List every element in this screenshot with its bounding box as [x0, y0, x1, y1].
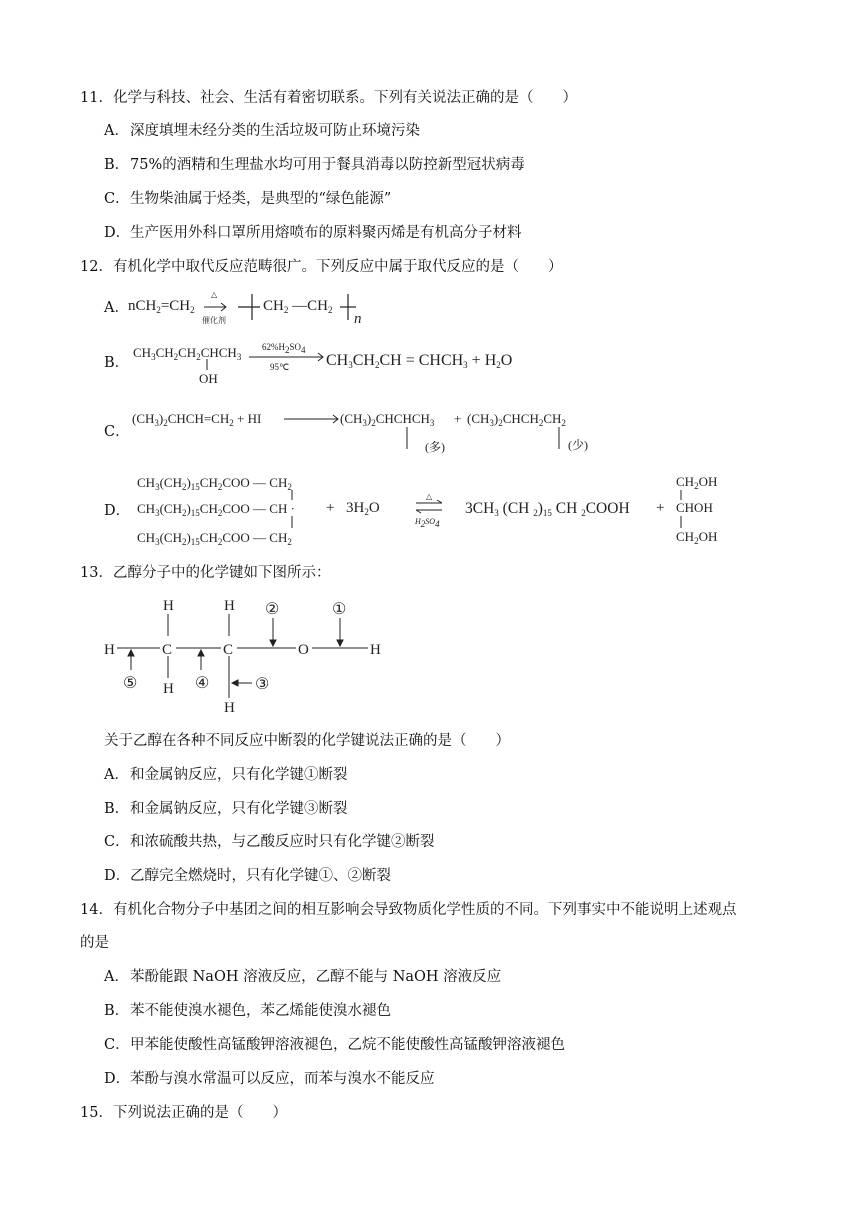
q12d-glycerol-2: CHOH [676, 500, 713, 515]
q12c-less: (少) [568, 438, 588, 452]
bond-2-label: ② [265, 601, 280, 618]
q12b-product: $CH_3CH_2CH$ = $CHCH_3 + H_2O$ [326, 352, 513, 370]
q12c-product-major: $(CH_3)_2CHCHCH_3$ [340, 411, 435, 428]
atom-h-c2-bottom: H [224, 700, 235, 716]
q12d-water: $3H_2O$ [346, 500, 380, 517]
q12c-i-bond-2 [557, 427, 561, 451]
q13-option-d: D．乙醇完全燃烧时，只有化学键①、②断裂 [104, 868, 391, 884]
question-13-stem: 13．乙醇分子中的化学键如下图所示： [80, 565, 331, 581]
atom-h-left: H [104, 642, 115, 658]
q12d-glycerol-3: $CH_2OH$ [676, 529, 718, 546]
q12d-ester-line-1: $CH_3(CH_2)_{15}CH_2COO$ — $CH_2$ [137, 475, 292, 492]
q12b-condition-bottom: 95℃ [270, 362, 290, 372]
bond-1-label: ① [332, 601, 347, 618]
q13-option-c: C．和浓硫酸共热，与乙酸反应时只有化学键②断裂 [104, 834, 435, 850]
atom-c1: C [162, 642, 173, 658]
bond-4-label: ④ [195, 675, 210, 692]
atom-h-right: H [370, 642, 381, 658]
q11-option-a: A．深度填埋未经分类的生活垃圾可防止环境污染 [104, 123, 420, 139]
q12a-product: $CH_2$ $—CH_2$ [263, 298, 333, 315]
q14-option-c: C．甲苯能使酸性高锰酸钾溶液褪色，乙烷不能使酸性高锰酸钾溶液褪色 [104, 1037, 565, 1053]
q14-option-d: D．苯酚与溴水常温可以反应，而苯与溴水不能反应 [104, 1071, 435, 1087]
question-12-stem: 12．有机化学中取代反应范畴很广。下列反应中属于取代反应的是（ ） [80, 259, 563, 275]
q11-option-c: C．生物柴油属于烃类，是典型的“绿色能源” [104, 191, 392, 207]
q12d-plus-2: + [656, 500, 665, 516]
break-arrows [128, 618, 343, 686]
q12d-condition-top: △ [426, 492, 433, 501]
q12d-glycerol-backbone [679, 490, 683, 536]
bond-lines [117, 614, 368, 698]
q12d-acid: $3CH_3$ (CH $_2)_{15}$ CH $_2$COOH [465, 500, 630, 518]
q13-option-a: A．和金属钠反应，只有化学键①断裂 [104, 767, 348, 783]
q12b-condition-top: $62\%H_2SO_4$ [262, 342, 306, 355]
atom-h-c2-top: H [224, 598, 235, 614]
q11-option-b: B．75%的酒精和生理盐水均可用于餐具消毒以防控新型冠状病毒 [104, 157, 525, 173]
q12c-reactant: $(CH_3)_2CHCH=CH_2$ + HI [132, 411, 262, 428]
q13-prompt: 关于乙醇在各种不同反应中断裂的化学键说法正确的是（ ） [104, 733, 510, 749]
q11-option-d: D．生产医用外科口罩所用熔喷布的原料聚丙烯是有机高分子材料 [104, 225, 522, 241]
atom-h-c1-top: H [163, 598, 174, 614]
q12a-condition-top: △ [211, 290, 218, 299]
question-11-stem: 11．化学与科技、社会、生活有着密切联系。下列有关说法正确的是（ ） [80, 90, 577, 106]
q12d-condition-bottom: $H_2SO_4$ [415, 517, 440, 529]
question-14-stem: 14．有机化合物分子中基团之间的相互影响会导致物质化学性质的不同。下列事实中不能说明上述观点 [80, 902, 737, 918]
q12d-ester-line-2: $CH_3(CH_2)_{15}CH_2COO$ — CH · [137, 501, 295, 518]
q12-option-d-label: D． [104, 503, 131, 519]
q12b-oh-bond [205, 359, 209, 371]
q12b-reactant: $CH_3CH_2CH_2CHCH_3$ [133, 345, 242, 362]
q12d-backbone [290, 490, 294, 538]
q12b-arrow [249, 352, 325, 362]
q12-option-a-label: A． [104, 300, 129, 316]
q12c-plus: + [454, 411, 462, 426]
q12c-more: (多) [425, 440, 445, 454]
question-15-stem: 15．下列说法正确的是（ ） [80, 1105, 287, 1121]
q12d-equilibrium-arrow [414, 500, 444, 514]
q14-option-b: B．苯不能使溴水褪色，苯乙烯能使溴水褪色 [104, 1003, 391, 1019]
q12-option-b-label: B． [104, 355, 130, 371]
q13-option-b: B．和金属钠反应，只有化学键③断裂 [104, 801, 348, 817]
q12d-ester-line-3: $CH_3(CH_2)_{15}CH_2COO$ — $CH_2$ [137, 530, 292, 547]
atom-o: O [298, 642, 309, 658]
q12c-arrow [284, 414, 340, 424]
q12a-arrow [204, 302, 228, 312]
q12d-plus-1: + [326, 500, 335, 516]
bond-numbers [123, 601, 346, 693]
q12d-glycerol-1: $CH_2OH$ [676, 474, 718, 491]
question-14-stem-cont: 的是 [80, 935, 109, 951]
bond-5-label: ⑤ [123, 675, 138, 692]
q12a-reactant: $nCH_2=CH_2$ [128, 298, 195, 315]
q12a-n: n [354, 311, 362, 327]
q12b-oh: OH [199, 371, 218, 386]
ethanol-bond-diagram [100, 596, 390, 720]
q12-option-c-label: C． [104, 424, 130, 440]
q12c-i-bond-1 [405, 427, 409, 451]
atom-c2: C [223, 642, 234, 658]
q12a-condition-bottom: 催化剂 [202, 316, 226, 325]
atom-h-c1-bottom: H [163, 681, 174, 697]
q12c-product-minor: $(CH_3)_2CHCH_2CH_2$ [467, 411, 566, 428]
bond-3-label: ③ [255, 676, 270, 693]
q14-option-a: A．苯酚能跟 NaOH 溶液反应，乙醇不能与 NaOH 溶液反应 [104, 969, 502, 985]
